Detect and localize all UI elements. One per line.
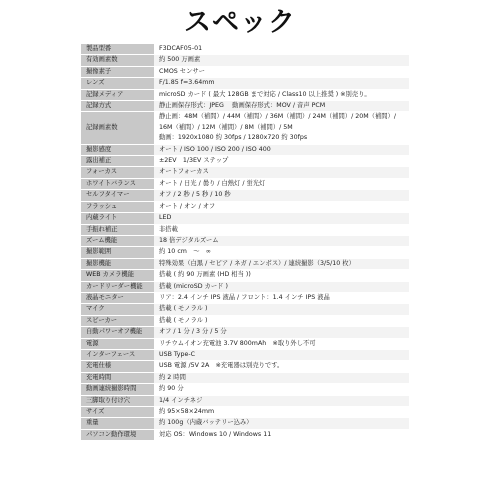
spec-value xyxy=(154,327,409,338)
spec-value xyxy=(154,235,409,246)
spec-value-line: 搭載 ( モノラル ) xyxy=(159,316,208,324)
spec-value-line: 対応 OS：Windows 10 / Windows 11 xyxy=(159,430,272,438)
spec-label: 動画連続撮影時間 xyxy=(81,384,154,395)
spec-row xyxy=(81,178,409,189)
spec-value xyxy=(154,89,409,100)
spec-value xyxy=(154,407,409,418)
spec-row xyxy=(81,190,409,201)
spec-value xyxy=(154,418,409,429)
spec-label: 重量 xyxy=(81,418,154,429)
spec-row xyxy=(81,281,409,292)
spec-row xyxy=(81,395,409,406)
spec-row xyxy=(81,66,409,77)
spec-value-line: 特殊効果（白黒 / セピア / ネガ / エンボス）/ 連続撮影（3/5/10 枚） xyxy=(159,259,355,267)
spec-label: 充電仕様 xyxy=(81,361,154,372)
spec-label: 記録メディア xyxy=(81,89,154,100)
spec-value-line: USB Type-C xyxy=(159,350,196,358)
spec-value xyxy=(154,247,409,258)
spec-label: サイズ xyxy=(81,407,154,418)
spec-value-line: 18 倍デジタルズーム xyxy=(159,236,219,244)
spec-table xyxy=(81,43,409,441)
spec-row xyxy=(81,429,409,440)
spec-value-line: 約 10 cm ～ ∞ xyxy=(159,248,212,256)
spec-value-line: オフ / 1 分 / 3 分 / 5 分 xyxy=(159,328,227,336)
spec-value xyxy=(154,372,409,383)
spec-row xyxy=(81,78,409,89)
spec-value-line: USB 電源 /5V 2A ※充電器は別売りです。 xyxy=(159,362,284,370)
spec-row xyxy=(81,235,409,246)
spec-value-line: 非搭載 xyxy=(159,225,178,233)
spec-value xyxy=(154,213,409,224)
spec-row xyxy=(81,418,409,429)
spec-label: 内蔵ライト xyxy=(81,213,154,224)
spec-value xyxy=(154,201,409,212)
spec-label: 記録画素数 xyxy=(81,112,154,144)
spec-label: セルフタイマー xyxy=(81,190,154,201)
spec-value xyxy=(154,315,409,326)
spec-value-line: リチウムイオン充電池 3.7V 800mAh ※取り外し不可 xyxy=(159,339,316,347)
spec-value xyxy=(154,361,409,372)
spec-label: 充電時間 xyxy=(81,372,154,383)
spec-label: スピーカー xyxy=(81,315,154,326)
spec-value xyxy=(154,156,409,167)
spec-value-line: リア：2.4 インチ IPS 液晶 / フロント：1.4 インチ IPS 液晶 xyxy=(159,293,330,301)
spec-label: 手振れ補正 xyxy=(81,224,154,235)
spec-row xyxy=(81,372,409,383)
spec-value xyxy=(154,78,409,89)
spec-label: ズーム機能 xyxy=(81,235,154,246)
spec-value-line: 約 2 時間 xyxy=(159,373,186,381)
spec-row xyxy=(81,270,409,281)
spec-value xyxy=(154,224,409,235)
spec-row xyxy=(81,55,409,66)
spec-table-body xyxy=(81,44,409,441)
spec-label: フォーカス xyxy=(81,167,154,178)
spec-value-line: 16M（補間）/ 12M（補間）/ 8M（補間）/ 5M xyxy=(159,123,293,131)
spec-value xyxy=(154,55,409,66)
spec-value xyxy=(154,190,409,201)
spec-value-line: オート / 日光 / 曇り / 白熱灯 / 蛍光灯 xyxy=(159,179,266,187)
spec-label: 露出補正 xyxy=(81,156,154,167)
spec-value-line: LED xyxy=(159,214,172,222)
spec-value-line: F/1.85 f=3.64mm xyxy=(159,79,215,87)
spec-value-line: オフ / 2 秒 / 5 秒 / 10 秒 xyxy=(159,191,231,199)
spec-label: 撮像素子 xyxy=(81,66,154,77)
spec-row xyxy=(81,304,409,315)
spec-label: 三脚取り付け穴 xyxy=(81,395,154,406)
spec-value-line: オートフォーカス xyxy=(159,168,209,176)
spec-value-line: オート / オン / オフ xyxy=(159,202,216,210)
spec-value xyxy=(154,395,409,406)
spec-row xyxy=(81,292,409,303)
spec-value-line: 約 90 分 xyxy=(159,385,184,393)
spec-row xyxy=(81,89,409,100)
spec-row xyxy=(81,247,409,258)
spec-value xyxy=(154,384,409,395)
spec-label: 自動パワーオフ機能 xyxy=(81,327,154,338)
spec-row xyxy=(81,167,409,178)
spec-row xyxy=(81,315,409,326)
page-title: スペック xyxy=(184,7,296,38)
spec-value-line: 約 95×58×24mm xyxy=(159,408,215,415)
spec-value-line: CMOS センサー xyxy=(159,67,205,75)
spec-value xyxy=(154,258,409,269)
spec-row xyxy=(81,327,409,338)
spec-value xyxy=(154,101,409,112)
spec-label: 撮影範囲 xyxy=(81,247,154,258)
spec-row xyxy=(81,144,409,155)
spec-row xyxy=(81,224,409,235)
spec-row xyxy=(81,44,409,55)
spec-value xyxy=(154,304,409,315)
spec-label: 製品型番 xyxy=(81,44,154,55)
spec-row xyxy=(81,101,409,112)
spec-value xyxy=(154,338,409,349)
spec-label: カードリーダー機能 xyxy=(81,281,154,292)
spec-value-line: 動画：1920x1080 約 30fps / 1280x720 約 30fps xyxy=(159,134,308,142)
spec-value-line: ±2EV 1/3EV ステップ xyxy=(159,157,229,165)
spec-label: マイク xyxy=(81,304,154,315)
spec-label: 撮影感度 xyxy=(81,144,154,155)
spec-row xyxy=(81,384,409,395)
spec-value-line: 約 100g（内蔵バッテリー込み） xyxy=(159,419,253,427)
spec-value xyxy=(154,349,409,360)
spec-row xyxy=(81,258,409,269)
spec-value-line: オート / ISO 100 / ISO 200 / ISO 400 xyxy=(159,145,271,153)
spec-label: フラッシュ xyxy=(81,201,154,212)
spec-row xyxy=(81,349,409,360)
spec-row xyxy=(81,112,409,144)
spec-label: WEB カメラ機能 xyxy=(81,270,154,281)
spec-value xyxy=(154,292,409,303)
spec-value-line: microSD カード ( 最大 128GB まで対応 / Class10 以上推奨 ) ※別売り。 xyxy=(159,90,371,98)
spec-value-line: 搭載 ( 約 90 万画素 (HD 相当 )) xyxy=(159,271,251,279)
spec-value xyxy=(154,44,409,55)
spec-label: 記録方式 xyxy=(81,101,154,112)
spec-row xyxy=(81,201,409,212)
spec-row xyxy=(81,213,409,224)
spec-label: ホワイトバランス xyxy=(81,178,154,189)
spec-value-line: 搭載 (microSD カード ) xyxy=(159,282,228,290)
spec-label: インターフェース xyxy=(81,349,154,360)
spec-label: パソコン動作環境 xyxy=(81,429,154,440)
spec-value xyxy=(154,66,409,77)
spec-label: レンズ xyxy=(81,78,154,89)
spec-value xyxy=(154,178,409,189)
spec-value-line: 1/4 インチネジ xyxy=(159,396,203,404)
spec-row xyxy=(81,361,409,372)
spec-row xyxy=(81,338,409,349)
spec-value-line: F3DCAF05-01 xyxy=(159,45,203,52)
spec-value-line: 搭載 ( モノラル ) xyxy=(159,305,208,313)
spec-label: 撮影機能 xyxy=(81,258,154,269)
spec-value xyxy=(154,429,409,440)
spec-value xyxy=(154,270,409,281)
spec-value-line: 約 500 万画素 xyxy=(159,56,201,64)
spec-value-line: 静止画：48M（補間）/ 44M（補間）/ 36M（補間）/ 24M（補間）/ 20M（補間）/ xyxy=(159,113,396,121)
spec-value xyxy=(154,167,409,178)
spec-label: 有効画素数 xyxy=(81,55,154,66)
spec-label: 液晶モニター xyxy=(81,292,154,303)
spec-value-line: 静止画保存形式：JPEG 動画保存形式：MOV / 音声 PCM xyxy=(159,102,326,110)
spec-value xyxy=(154,281,409,292)
spec-row xyxy=(81,156,409,167)
spec-row xyxy=(81,407,409,418)
spec-value xyxy=(154,112,409,144)
spec-label: 電源 xyxy=(81,338,154,349)
spec-value xyxy=(154,144,409,155)
